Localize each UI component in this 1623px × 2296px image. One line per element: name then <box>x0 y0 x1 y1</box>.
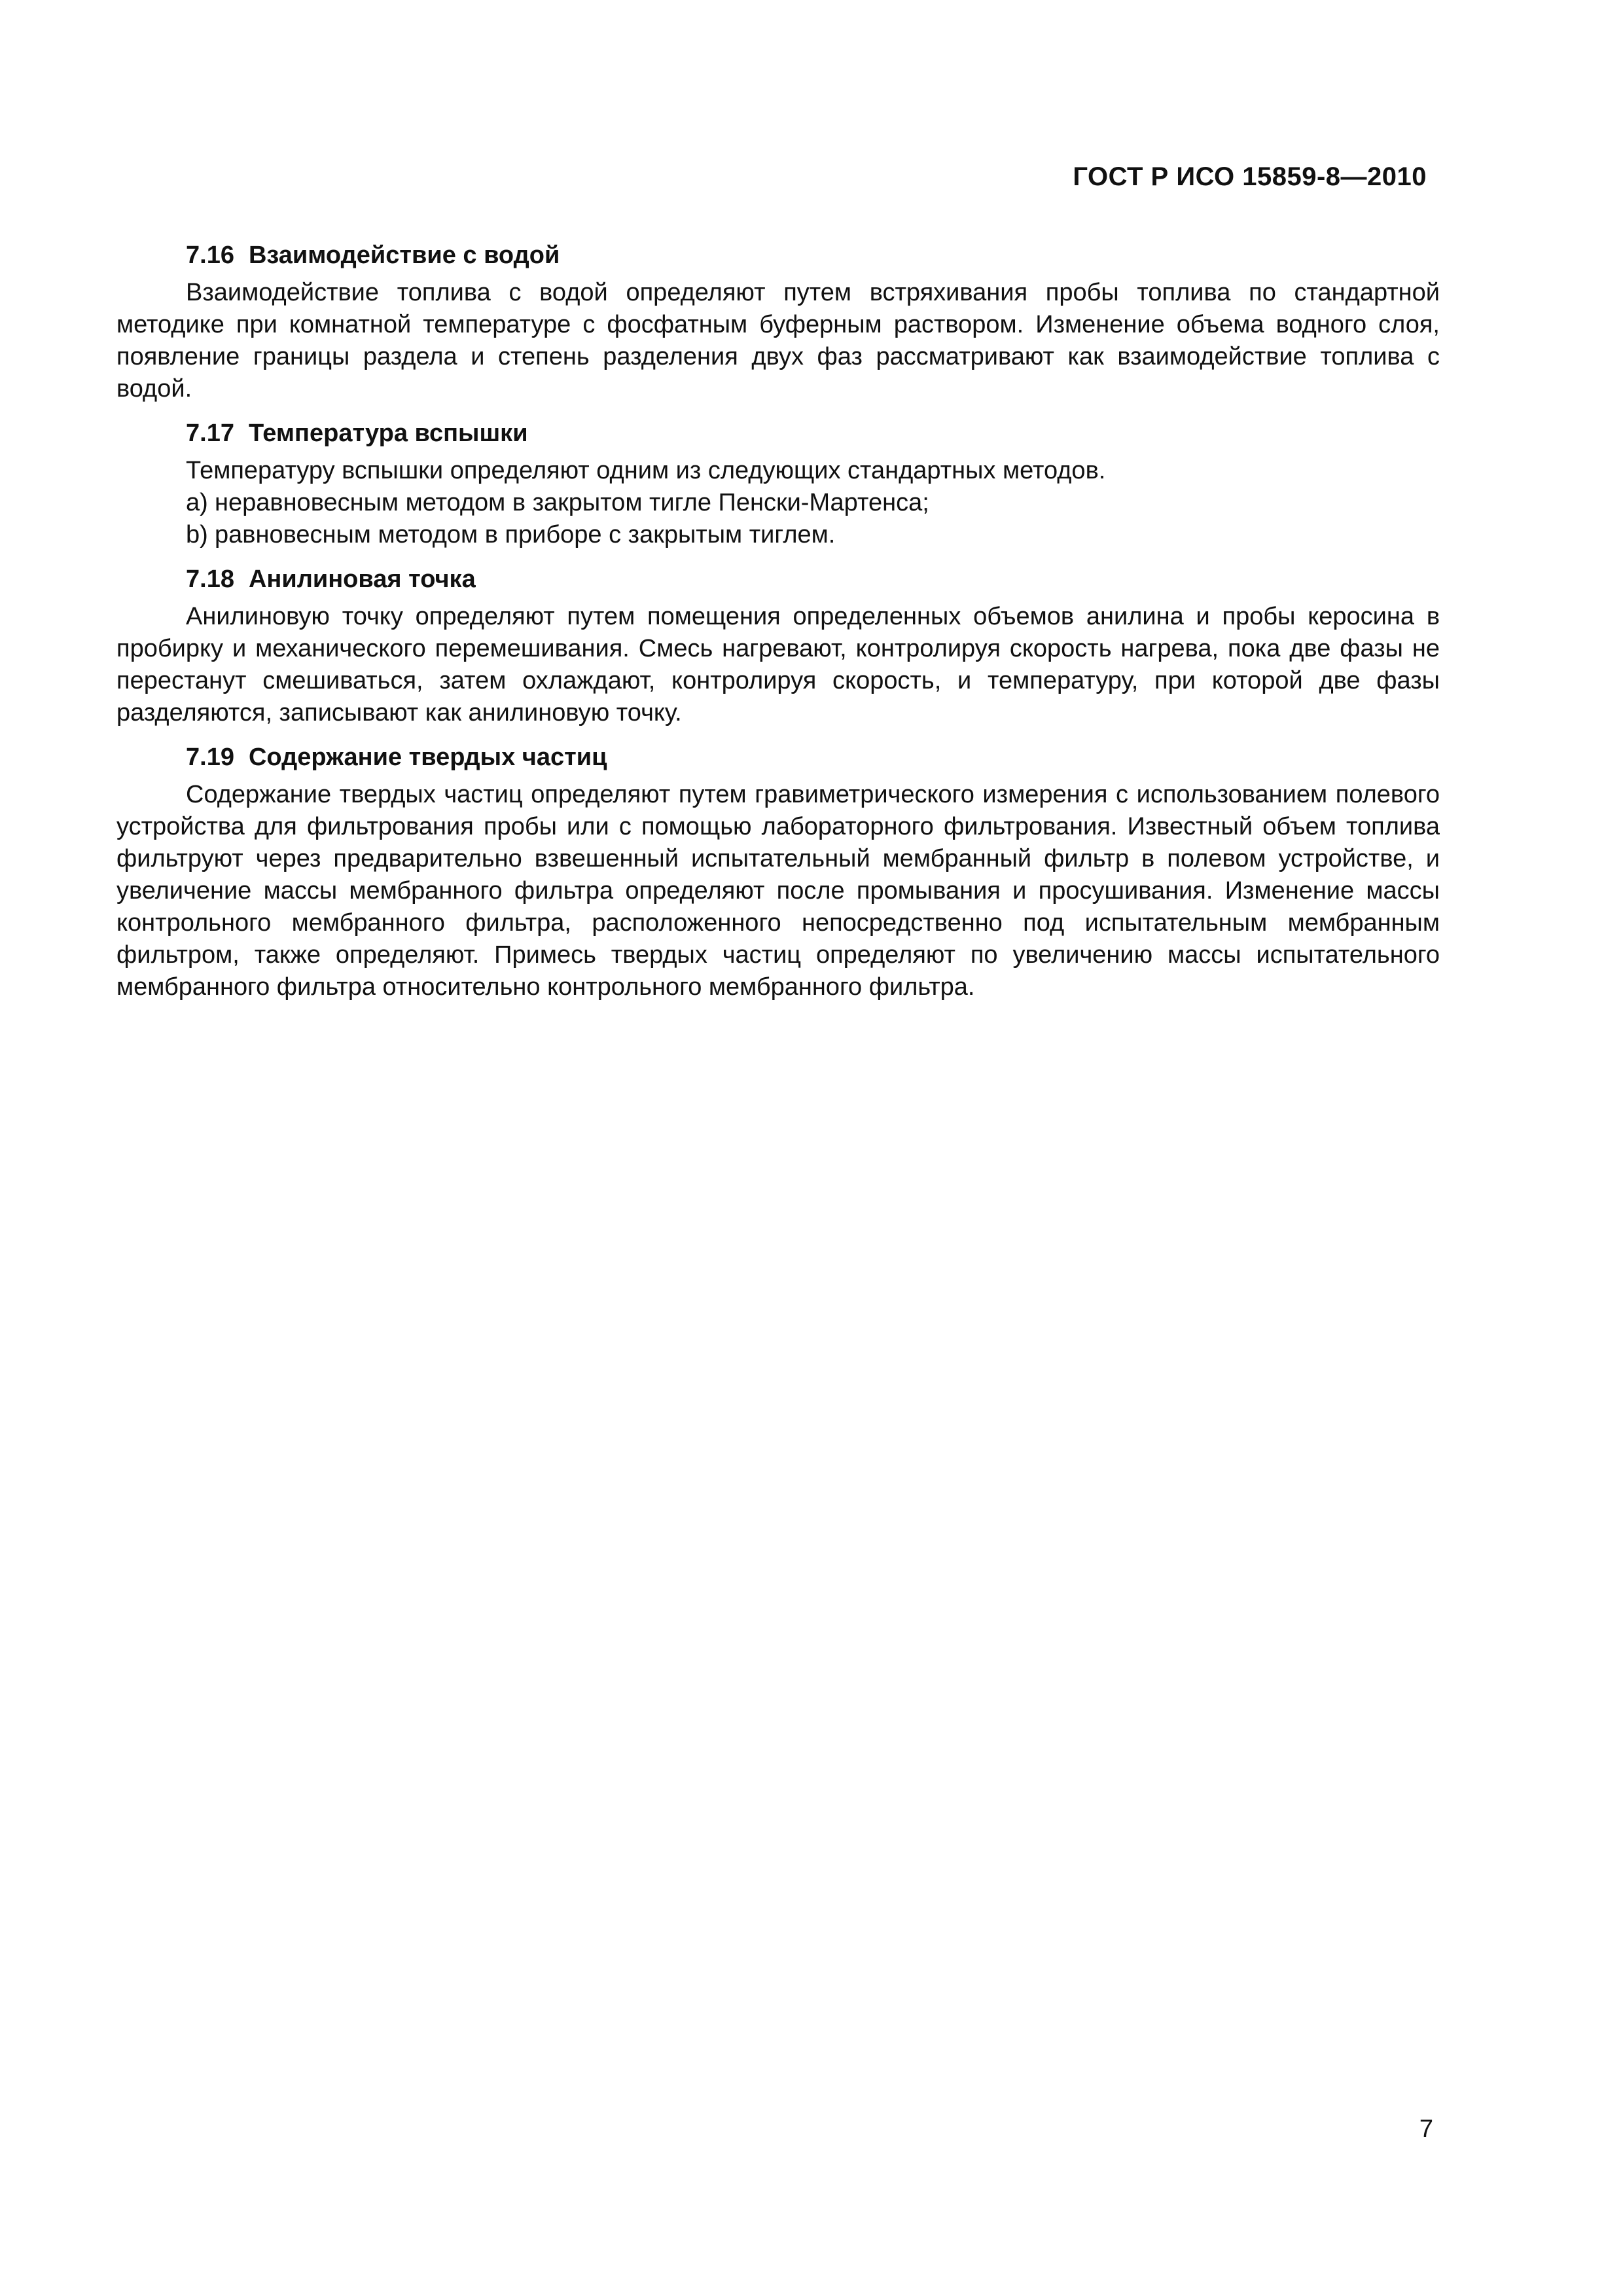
section-heading <box>116 417 1440 450</box>
list-item <box>116 519 1440 551</box>
section-number: 7.17 <box>186 420 234 447</box>
section-paragraph: Анилиновую точку определяют путем помещения определенных объемов анилина и пробы керосина в пробирку и механического перемешивания. Смесь нагревают, контролируя скорость нагрева, пока две фазы не перестанут смешиваться, затем охлаждают, контролируя скорость, и температуру, при которой две фазы разделяются, записывают как анилиновую точку. <box>116 603 1440 726</box>
section-number: 7.16 <box>186 242 234 269</box>
list-marker: b) <box>186 521 208 548</box>
list-marker: a) <box>186 489 208 516</box>
section-number: 7.18 <box>186 565 234 593</box>
page-number: 7 <box>1419 2115 1433 2143</box>
section-paragraph: Содержание твердых частиц определяют путем гравиметрического измерения с использованием полевого устройства для фильтрования пробы или с помощью лабораторного фильтрования. Известный объем топлива фильтруют через предварительно взвешенный испытательный мембранный фильтр в полевом устройстве, и увеличение массы мембранного фильтра определяют после промывания и просушивания. Изменение массы контрольного мембранного фильтра, расположенного непосредственно под испытательным мембранным фильтром, также определяют. Примесь твердых частиц определяют по увеличению массы испытательного мембранного фильтра относительно контрольного мембранного фильтра. <box>116 781 1440 1001</box>
section-title: Температура вспышки <box>248 420 528 447</box>
section-number: 7.19 <box>186 744 234 771</box>
section-title: Содержание твердых частиц <box>248 744 607 771</box>
section-7-18 <box>116 563 1440 729</box>
list-item-text: равновесным методом в приборе с закрытым тиглем. <box>215 521 836 548</box>
section-7-17 <box>116 417 1440 551</box>
section-7-19 <box>116 741 1440 1003</box>
section-paragraph: Взаимодействие топлива с водой определяют путем встряхивания пробы топлива по стандартной методике при комнатной температуре с фосфатным буферным раствором. Изменение объема водного слоя, появление границы раздела и степень разделения двух фаз рассматривают как взаимодействие топлива с водой. <box>116 279 1440 403</box>
document-code: ГОСТ Р ИСО 15859-8—2010 <box>1073 162 1427 191</box>
section-7-16 <box>116 239 1440 405</box>
section-intro: Температуру вспышки определяют одним из следующих стандартных методов. <box>186 457 1106 484</box>
section-title: Взаимодействие с водой <box>248 242 560 269</box>
section-title: Анилиновая точка <box>248 565 476 593</box>
list-item-text: неравновесным методом в закрытом тигле Пенски-Мартенса; <box>215 489 929 516</box>
list-item <box>116 487 1440 519</box>
section-heading <box>116 563 1440 596</box>
section-heading <box>116 741 1440 774</box>
section-heading <box>116 239 1440 272</box>
document-body <box>116 239 1440 1015</box>
